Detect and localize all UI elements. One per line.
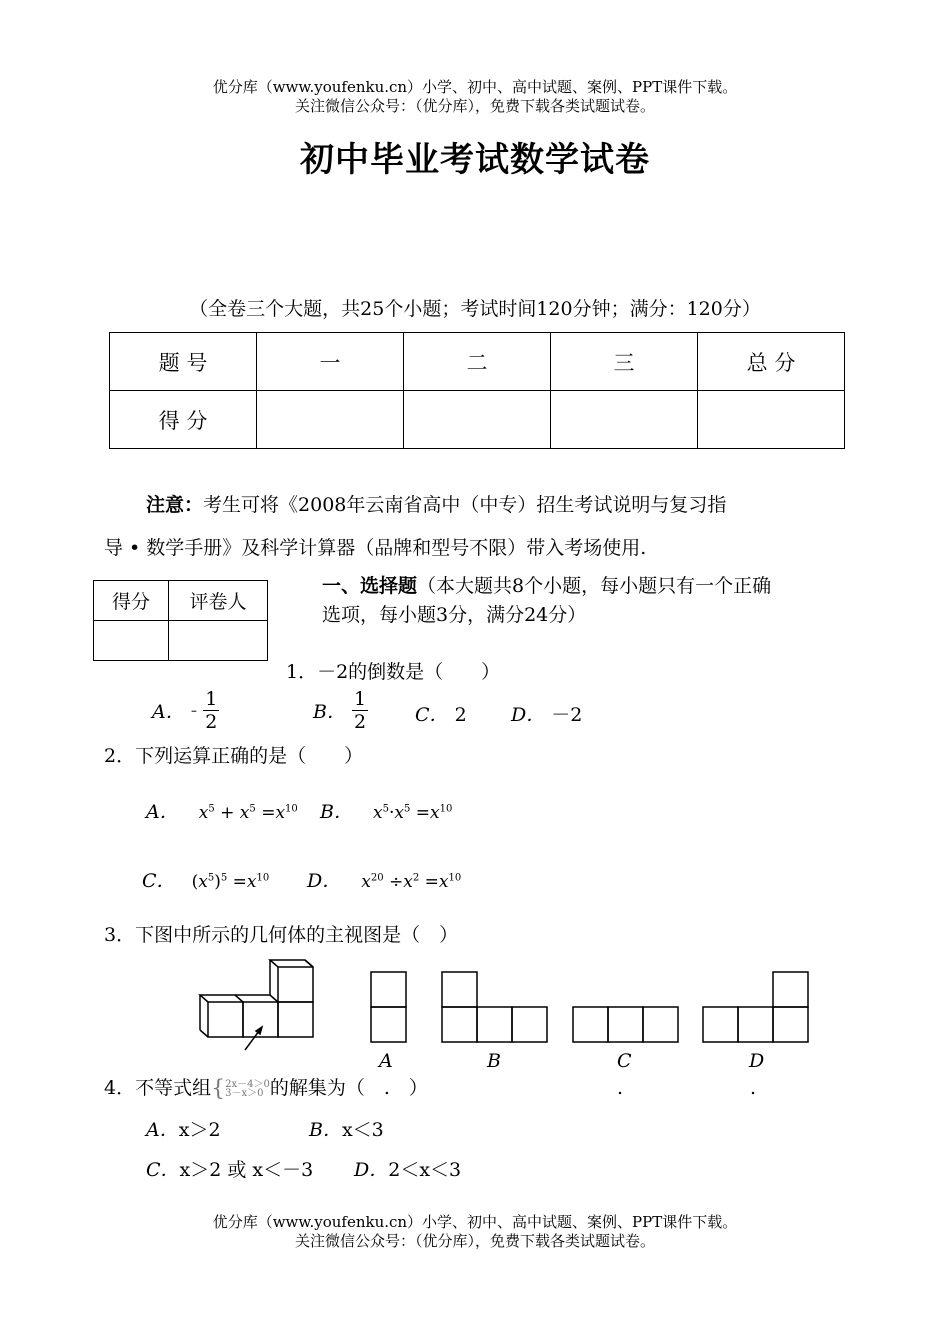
q4-option-a xyxy=(146,1115,221,1142)
q4-a-value: x＞2 xyxy=(178,1119,221,1141)
page-title: 初中毕业考试数学试卷 xyxy=(300,140,650,180)
score-cell xyxy=(551,391,698,449)
notice-line-2: 导 • 数学手册》及科学计算器（品牌和型号不限）带入考场使用. xyxy=(104,537,647,559)
q4-d-value: 2＜x＜3 xyxy=(388,1159,462,1181)
q4-system xyxy=(225,1080,270,1098)
score-header-cell: 二 xyxy=(404,333,551,391)
q2-d-label: D． xyxy=(307,870,342,892)
header-line-2: 关注微信公众号：（优分库），免费下载各类试题试卷。 xyxy=(294,97,655,115)
q1-a-num: 1 xyxy=(205,688,218,710)
q1-d-value: －2 xyxy=(551,704,583,726)
score-cell xyxy=(404,391,551,449)
q3-option-c-view xyxy=(573,1007,678,1042)
q3-dot-c: . xyxy=(617,1077,624,1099)
score-table xyxy=(109,332,845,449)
score-header-cell: 题 号 xyxy=(110,333,257,391)
q4-option-c xyxy=(146,1155,313,1182)
grader-col-grader: 评卷人 xyxy=(169,581,268,621)
q4-b-value: x＜3 xyxy=(341,1119,384,1141)
q3-option-a-view xyxy=(371,972,406,1042)
notice-text-1: 考生可将《2008年云南省高中（中专）招生考试说明与复习指 xyxy=(203,494,727,516)
q1-b-label: B． xyxy=(313,701,346,723)
q4-stem-suffix: 的解集为（ . ） xyxy=(269,1077,428,1099)
q4-c-label: C． xyxy=(146,1159,180,1181)
q4-b-label: B． xyxy=(309,1119,342,1141)
q1-a-label: A． xyxy=(152,701,185,723)
q4-stem-prefix: 4．不等式组 xyxy=(104,1077,212,1099)
score-cell xyxy=(257,391,404,449)
q1-b-fraction xyxy=(352,688,368,733)
q4-option-b xyxy=(309,1115,384,1142)
q2-b-label: B． xyxy=(320,801,353,823)
q2-a-label: A． xyxy=(146,801,179,823)
grader-table xyxy=(93,580,268,661)
q3-stem: 3．下图中所示的几何体的主视图是（ ） xyxy=(104,924,459,946)
grader-cell xyxy=(169,621,268,661)
q1-a-sign: - xyxy=(190,699,198,722)
q1-d-label: D． xyxy=(511,704,546,726)
q2-c-formula: $(x^5)^5 =x^{10}$ xyxy=(191,872,270,892)
q2-option-a xyxy=(146,797,298,824)
q2-d-formula: $x^{20} \div x^2 =x^{10}$ xyxy=(361,872,462,892)
score-header-cell: 三 xyxy=(551,333,698,391)
q3-label-b: B xyxy=(487,1050,501,1072)
q2-option-d xyxy=(307,866,461,893)
q1-a-den: 2 xyxy=(205,711,218,733)
q2-c-label: C． xyxy=(142,870,176,892)
section1-desc-1: （本大题共8个小题，每小题只有一个正确 xyxy=(417,575,772,597)
exam-info: （全卷三个大题，共25个小题；考试时间120分钟；满分：120分） xyxy=(189,298,761,320)
q4-system-line-1: 2x－4＞0 xyxy=(225,1079,270,1090)
section1-desc-2: 选项，每小题3分，满分24分） xyxy=(322,604,587,626)
q2-b-formula: $x^5\cdot x^5 =x^{10}$ xyxy=(373,803,453,823)
q4-brace: { xyxy=(211,1076,226,1102)
q4-d-label: D． xyxy=(354,1159,389,1181)
notice-line-1 xyxy=(146,490,726,517)
q1-stem: 1．－2的倒数是（ ） xyxy=(286,661,501,683)
q4-c-value: x＞2 或 x＜－3 xyxy=(179,1159,314,1181)
q3-label-a: A xyxy=(379,1050,393,1072)
q4-option-d xyxy=(354,1155,461,1182)
footer-line-1: 优分库（www.youfenku.cn）小学、初中、高中试题、案例、PPT课件下载。 xyxy=(212,1213,738,1231)
q1-c-label: C． xyxy=(415,704,449,726)
q3-label-d: D xyxy=(749,1050,765,1072)
q4-system-line-2: 3－x＞0 xyxy=(225,1088,264,1099)
grader-col-score: 得分 xyxy=(94,581,169,621)
q4-stem xyxy=(104,1073,428,1102)
q2-stem: 2．下列运算正确的是（ ） xyxy=(104,745,364,767)
q1-c-value: 2 xyxy=(454,704,467,726)
q3-option-b-view xyxy=(442,972,547,1042)
footer-line-2: 关注微信公众号：（优分库），免费下载各类试题试卷。 xyxy=(294,1232,655,1250)
q1-option-d xyxy=(511,700,582,727)
q1-a-fraction xyxy=(203,688,219,733)
q1-option-c xyxy=(415,700,467,727)
q3-figure xyxy=(190,955,840,1060)
score-row-label: 得 分 xyxy=(110,391,257,449)
section1-heading: 一、选择题 xyxy=(322,575,418,597)
q1-option-b xyxy=(313,688,368,736)
score-cell xyxy=(698,391,845,449)
header-line-1: 优分库（www.youfenku.cn）小学、初中、高中试题、案例、PPT课件下载。 xyxy=(212,78,738,96)
q3-label-c: C xyxy=(617,1050,632,1072)
q4-a-label: A． xyxy=(146,1119,179,1141)
q1-b-den: 2 xyxy=(354,711,367,733)
notice-label: 注意： xyxy=(146,494,204,516)
score-header-cell: 总 分 xyxy=(698,333,845,391)
q2-a-formula: $x^5 + x^5 =x^{10}$ xyxy=(198,803,298,823)
grader-cell xyxy=(94,621,169,661)
q3-dot-d: . xyxy=(750,1077,757,1099)
section1-heading-line xyxy=(322,571,771,598)
q2-option-b xyxy=(320,797,452,824)
q1-option-a xyxy=(152,688,219,736)
q2-option-c xyxy=(142,866,269,893)
q1-b-num: 1 xyxy=(354,688,367,710)
q3-solid-drawing xyxy=(200,960,313,1050)
score-header-cell: 一 xyxy=(257,333,404,391)
q3-option-d-view xyxy=(703,972,808,1042)
